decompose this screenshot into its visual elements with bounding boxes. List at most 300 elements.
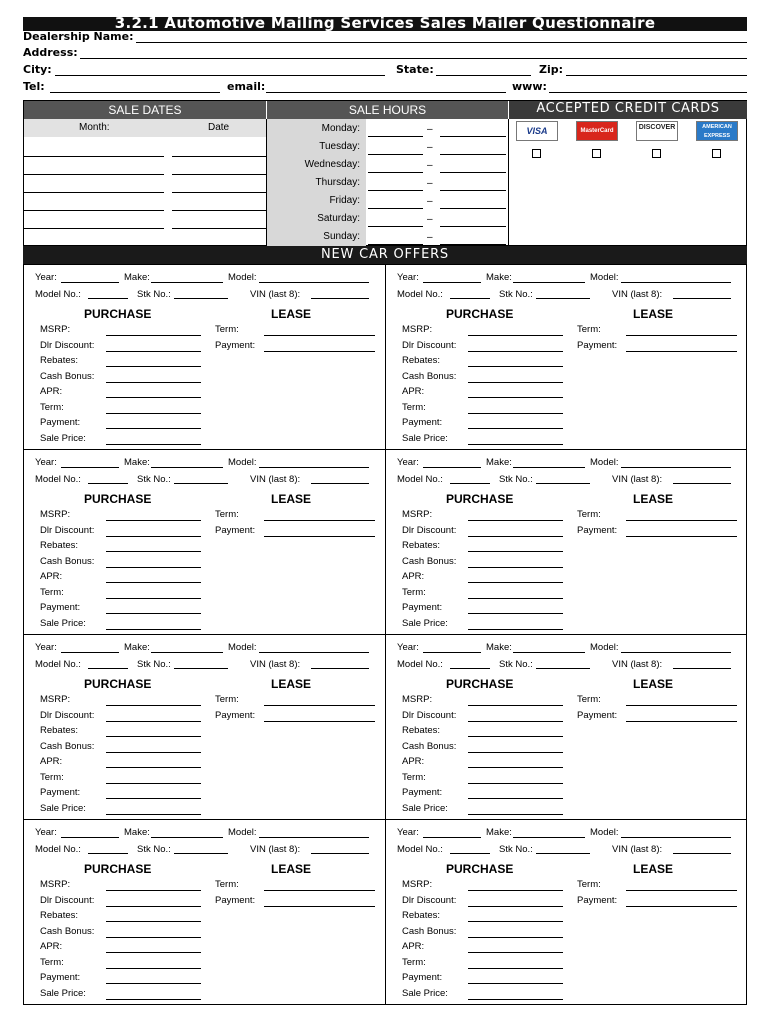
lease-term-label: Term: — [577, 509, 601, 520]
dlr-discount-label: Dlr Discount: — [40, 524, 95, 536]
state-label: State: — [396, 63, 434, 76]
close-time-line[interactable] — [440, 244, 506, 245]
www-label: www: — [512, 80, 547, 93]
term-label: Term: — [40, 771, 64, 783]
open-time-line[interactable] — [368, 226, 423, 227]
sale-price-field[interactable] — [106, 444, 201, 445]
year-label: Year: — [397, 827, 419, 838]
model-no-label: Model No.: — [397, 289, 443, 300]
hours-separator: – — [427, 160, 433, 171]
email-field[interactable] — [266, 92, 506, 93]
dlr-discount-field[interactable] — [106, 906, 201, 907]
purchase-heading: PURCHASE — [446, 492, 514, 506]
rebates-label: Rebates: — [402, 355, 441, 366]
day-friday: Friday: — [329, 195, 360, 206]
year-label: Year: — [397, 642, 419, 653]
month-line[interactable] — [24, 210, 164, 211]
discover-checkbox[interactable] — [652, 149, 661, 158]
apr-field[interactable] — [106, 767, 201, 768]
date-line[interactable] — [172, 228, 266, 229]
city-field[interactable] — [55, 75, 385, 76]
payment-label: Payment: — [402, 972, 443, 983]
payment-field[interactable] — [106, 428, 201, 429]
rebates-label: Rebates: — [40, 355, 79, 366]
hours-separator: – — [427, 142, 433, 153]
model-no-label: Model No.: — [35, 844, 81, 855]
sale-dates-heading: SALE DATES — [24, 101, 266, 119]
msrp-field[interactable] — [468, 705, 563, 706]
model-no-field[interactable] — [450, 668, 490, 669]
year-field[interactable] — [423, 652, 481, 653]
dlr-discount-label: Dlr Discount: — [402, 339, 457, 351]
msrp-label: MSRP: — [40, 694, 71, 705]
dlr-discount-label: Dlr Discount: — [402, 894, 457, 906]
year-label: Year: — [35, 827, 57, 838]
lease-heading: LEASE — [633, 862, 674, 876]
purchase-heading: PURCHASE — [84, 307, 152, 321]
cash-bonus-field[interactable] — [468, 382, 563, 383]
dlr-discount-label: Dlr Discount: — [402, 524, 457, 536]
lease-payment-field[interactable] — [626, 906, 737, 907]
rebates-label: Rebates: — [40, 540, 79, 551]
purchase-heading: PURCHASE — [446, 307, 514, 321]
sale-price-field[interactable] — [468, 629, 563, 630]
payment-label: Payment: — [402, 787, 443, 798]
visa-checkbox[interactable] — [532, 149, 541, 158]
model-field[interactable] — [259, 837, 369, 838]
lease-payment-field[interactable] — [626, 721, 737, 722]
apr-label: APR: — [402, 571, 425, 582]
zip-label: Zip: — [539, 63, 564, 76]
make-field[interactable] — [151, 282, 223, 283]
sale-price-label: Sale Price: — [40, 617, 86, 629]
offer-block — [24, 265, 386, 450]
hours-separator: – — [427, 196, 433, 207]
term-field[interactable] — [468, 598, 563, 599]
close-time-line[interactable] — [440, 208, 506, 209]
term-field[interactable] — [468, 968, 563, 969]
lease-term-field[interactable] — [264, 890, 375, 891]
date-line[interactable] — [172, 210, 266, 211]
lease-term-field[interactable] — [264, 705, 375, 706]
amex-checkbox[interactable] — [712, 149, 721, 158]
lease-payment-field[interactable] — [264, 351, 375, 352]
dlr-discount-label: Dlr Discount: — [40, 339, 95, 351]
cash-bonus-field[interactable] — [468, 752, 563, 753]
rebates-label: Rebates: — [402, 725, 441, 736]
hours-separator: – — [427, 232, 433, 243]
payment-field[interactable] — [468, 798, 563, 799]
lease-heading: LEASE — [271, 862, 312, 876]
apr-field[interactable] — [106, 952, 201, 953]
purchase-heading: PURCHASE — [84, 677, 152, 691]
stk-no-field[interactable] — [174, 298, 228, 299]
year-field[interactable] — [423, 467, 481, 468]
lease-heading: LEASE — [271, 307, 312, 321]
purchase-heading: PURCHASE — [84, 862, 152, 876]
model-no-label: Model No.: — [35, 474, 81, 485]
year-label: Year: — [35, 272, 57, 283]
lease-heading: LEASE — [633, 492, 674, 506]
purchase-heading: PURCHASE — [446, 862, 514, 876]
payment-field[interactable] — [106, 983, 201, 984]
cash-bonus-label: Cash Bonus: — [402, 370, 457, 382]
model-field[interactable] — [621, 652, 731, 653]
year-field[interactable] — [61, 467, 119, 468]
lease-term-field[interactable] — [626, 890, 737, 891]
rebates-field[interactable] — [106, 366, 201, 367]
make-field[interactable] — [513, 467, 585, 468]
close-time-line[interactable] — [440, 226, 506, 227]
vin-field[interactable] — [673, 483, 731, 484]
cash-bonus-label: Cash Bonus: — [402, 925, 457, 937]
vin-label: VIN (last 8): — [612, 659, 663, 670]
stk-no-field[interactable] — [536, 853, 590, 854]
month-line[interactable] — [24, 192, 164, 193]
msrp-field[interactable] — [468, 890, 563, 891]
day-saturday: Saturday: — [317, 213, 360, 224]
lease-payment-field[interactable] — [626, 351, 737, 352]
lease-payment-field[interactable] — [626, 536, 737, 537]
lease-term-field[interactable] — [626, 335, 737, 336]
close-time-line[interactable] — [440, 190, 506, 191]
offer-block — [24, 820, 386, 1005]
cash-bonus-field[interactable] — [106, 382, 201, 383]
apr-field[interactable] — [468, 952, 563, 953]
lease-term-field[interactable] — [264, 335, 375, 336]
msrp-label: MSRP: — [402, 694, 433, 705]
cash-bonus-field[interactable] — [468, 567, 563, 568]
term-field[interactable] — [468, 783, 563, 784]
tel-field[interactable] — [50, 92, 220, 93]
email-label: email: — [227, 80, 266, 93]
date-line[interactable] — [172, 174, 266, 175]
rebates-field[interactable] — [106, 921, 201, 922]
sale-price-field[interactable] — [468, 814, 563, 815]
model-no-label: Model No.: — [397, 844, 443, 855]
lease-term-field[interactable] — [626, 705, 737, 706]
offer-block — [24, 635, 386, 820]
model-no-label: Model No.: — [35, 289, 81, 300]
make-label: Make: — [124, 457, 150, 468]
msrp-label: MSRP: — [402, 324, 433, 335]
date-label: Date — [208, 122, 230, 133]
lease-payment-field[interactable] — [264, 721, 375, 722]
cash-bonus-field[interactable] — [106, 567, 201, 568]
lease-term-label: Term: — [577, 879, 601, 890]
open-time-line[interactable] — [368, 190, 423, 191]
stk-no-field[interactable] — [174, 668, 228, 669]
dlr-discount-field[interactable] — [106, 721, 201, 722]
model-label: Model: — [228, 457, 257, 468]
payment-field[interactable] — [468, 428, 563, 429]
address-field[interactable] — [80, 58, 747, 59]
sale-price-field[interactable] — [106, 814, 201, 815]
open-time-line[interactable] — [368, 244, 423, 245]
vin-field[interactable] — [673, 298, 731, 299]
model-no-field[interactable] — [88, 483, 128, 484]
term-label: Term: — [402, 771, 426, 783]
make-field[interactable] — [513, 652, 585, 653]
year-field[interactable] — [423, 837, 481, 838]
make-field[interactable] — [513, 282, 585, 283]
msrp-field[interactable] — [468, 520, 563, 521]
term-label: Term: — [402, 401, 426, 413]
apr-field[interactable] — [468, 397, 563, 398]
msrp-label: MSRP: — [40, 509, 71, 520]
lease-term-field[interactable] — [626, 520, 737, 521]
hours-separator: – — [427, 178, 433, 189]
lease-term-label: Term: — [215, 509, 239, 520]
cash-bonus-field[interactable] — [106, 937, 201, 938]
vin-label: VIN (last 8): — [250, 844, 301, 855]
state-field[interactable] — [436, 75, 531, 76]
msrp-field[interactable] — [106, 520, 201, 521]
model-no-field[interactable] — [450, 483, 490, 484]
mastercard-checkbox[interactable] — [592, 149, 601, 158]
dealership-label: Dealership Name: — [23, 30, 134, 43]
payment-label: Payment: — [40, 787, 81, 798]
address-label: Address: — [23, 46, 78, 59]
stk-no-field[interactable] — [536, 483, 590, 484]
make-field[interactable] — [151, 652, 223, 653]
apr-label: APR: — [40, 571, 63, 582]
apr-field[interactable] — [106, 397, 201, 398]
rebates-label: Rebates: — [40, 910, 79, 921]
model-field[interactable] — [621, 837, 731, 838]
model-field[interactable] — [621, 282, 731, 283]
term-field[interactable] — [106, 598, 201, 599]
vin-label: VIN (last 8): — [250, 474, 301, 485]
model-field[interactable] — [259, 467, 369, 468]
stk-no-field[interactable] — [536, 298, 590, 299]
stk-no-label: Stk No.: — [499, 289, 533, 300]
lease-payment-label: Payment: — [577, 709, 618, 721]
dlr-discount-field[interactable] — [468, 351, 563, 352]
date-line[interactable] — [172, 156, 266, 157]
cash-bonus-field[interactable] — [106, 752, 201, 753]
vin-field[interactable] — [311, 298, 369, 299]
offers-grid — [23, 264, 747, 1005]
day-sunday: Sunday: — [323, 231, 360, 242]
lease-payment-label: Payment: — [577, 339, 618, 351]
model-field[interactable] — [259, 652, 369, 653]
make-field[interactable] — [513, 837, 585, 838]
vin-field[interactable] — [311, 668, 369, 669]
amex-card-icon: AMERICAN EXPRESS — [696, 121, 738, 141]
model-label: Model: — [228, 272, 257, 283]
sale-price-label: Sale Price: — [402, 432, 448, 444]
dlr-discount-field[interactable] — [106, 351, 201, 352]
term-label: Term: — [40, 401, 64, 413]
sale-price-label: Sale Price: — [40, 432, 86, 444]
model-label: Model: — [590, 457, 619, 468]
make-label: Make: — [124, 642, 150, 653]
model-no-label: Model No.: — [35, 659, 81, 670]
model-no-field[interactable] — [88, 668, 128, 669]
term-label: Term: — [402, 956, 426, 968]
cash-bonus-label: Cash Bonus: — [40, 925, 95, 937]
close-time-line[interactable] — [440, 136, 506, 137]
msrp-label: MSRP: — [402, 509, 433, 520]
model-no-field[interactable] — [450, 298, 490, 299]
make-label: Make: — [124, 272, 150, 283]
dealership-field[interactable] — [136, 42, 747, 43]
model-field[interactable] — [621, 467, 731, 468]
rebates-field[interactable] — [106, 551, 201, 552]
zip-field[interactable] — [566, 75, 747, 76]
lease-payment-label: Payment: — [215, 339, 256, 351]
make-field[interactable] — [151, 467, 223, 468]
lease-heading: LEASE — [271, 677, 312, 691]
msrp-field[interactable] — [106, 890, 201, 891]
stk-no-label: Stk No.: — [499, 844, 533, 855]
offer-block — [386, 450, 748, 635]
lease-term-label: Term: — [215, 324, 239, 335]
payment-label: Payment: — [40, 972, 81, 983]
www-field[interactable] — [549, 92, 747, 93]
rebates-label: Rebates: — [402, 540, 441, 551]
month-line[interactable] — [24, 228, 164, 229]
discover-card-icon: DISCOVER — [636, 121, 678, 141]
model-label: Model: — [228, 827, 257, 838]
rebates-field[interactable] — [468, 736, 563, 737]
page-title: 3.2.1 Automotive Mailing Services Sales Mailer Questionnaire — [114, 14, 656, 32]
month-line[interactable] — [24, 156, 164, 157]
dlr-discount-field[interactable] — [468, 721, 563, 722]
model-no-field[interactable] — [88, 298, 128, 299]
payment-field[interactable] — [468, 613, 563, 614]
lease-heading: LEASE — [633, 677, 674, 691]
vin-field[interactable] — [311, 853, 369, 854]
payment-field[interactable] — [106, 798, 201, 799]
open-time-line[interactable] — [368, 208, 423, 209]
credit-cards-heading: ACCEPTED CREDIT CARDS — [508, 101, 747, 119]
rebates-field[interactable] — [468, 366, 563, 367]
sale-price-field[interactable] — [468, 999, 563, 1000]
sale-price-field[interactable] — [106, 999, 201, 1000]
lease-payment-label: Payment: — [215, 524, 256, 536]
term-field[interactable] — [468, 413, 563, 414]
year-field[interactable] — [61, 837, 119, 838]
sale-hours-heading: SALE HOURS — [266, 101, 508, 119]
vin-label: VIN (last 8): — [612, 289, 663, 300]
stk-no-label: Stk No.: — [137, 659, 171, 670]
stk-no-field[interactable] — [174, 853, 228, 854]
payment-field[interactable] — [468, 983, 563, 984]
month-label: Month: — [79, 122, 110, 133]
sale-price-field[interactable] — [468, 444, 563, 445]
year-field[interactable] — [423, 282, 481, 283]
year-label: Year: — [397, 272, 419, 283]
vin-label: VIN (last 8): — [250, 659, 301, 670]
divider — [508, 119, 509, 247]
model-label: Model: — [590, 827, 619, 838]
cash-bonus-label: Cash Bonus: — [402, 740, 457, 752]
msrp-field[interactable] — [106, 335, 201, 336]
dlr-discount-field[interactable] — [106, 536, 201, 537]
apr-field[interactable] — [468, 767, 563, 768]
lease-payment-field[interactable] — [264, 536, 375, 537]
model-field[interactable] — [259, 282, 369, 283]
term-field[interactable] — [106, 413, 201, 414]
msrp-label: MSRP: — [40, 879, 71, 890]
date-line[interactable] — [172, 192, 266, 193]
term-field[interactable] — [106, 783, 201, 784]
vin-label: VIN (last 8): — [612, 474, 663, 485]
hours-separator: – — [427, 214, 433, 225]
dlr-discount-field[interactable] — [468, 906, 563, 907]
purchase-heading: PURCHASE — [446, 677, 514, 691]
apr-field[interactable] — [106, 582, 201, 583]
rebates-field[interactable] — [468, 551, 563, 552]
term-field[interactable] — [106, 968, 201, 969]
vin-field[interactable] — [673, 853, 731, 854]
cash-bonus-label: Cash Bonus: — [402, 555, 457, 567]
cash-bonus-label: Cash Bonus: — [40, 555, 95, 567]
model-label: Model: — [228, 642, 257, 653]
close-time-line[interactable] — [440, 154, 506, 155]
city-label: City: — [23, 63, 52, 76]
rebates-field[interactable] — [468, 921, 563, 922]
stk-no-field[interactable] — [536, 668, 590, 669]
lease-payment-label: Payment: — [577, 894, 618, 906]
msrp-field[interactable] — [106, 705, 201, 706]
lease-payment-field[interactable] — [264, 906, 375, 907]
msrp-field[interactable] — [468, 335, 563, 336]
make-field[interactable] — [151, 837, 223, 838]
vin-field[interactable] — [673, 668, 731, 669]
vin-field[interactable] — [311, 483, 369, 484]
open-time-line[interactable] — [368, 172, 423, 173]
rebates-field[interactable] — [106, 736, 201, 737]
year-field[interactable] — [61, 282, 119, 283]
model-no-field[interactable] — [88, 853, 128, 854]
sale-info-grid — [23, 100, 747, 246]
sale-price-field[interactable] — [106, 629, 201, 630]
visa-card-icon: VISA — [516, 121, 558, 141]
make-label: Make: — [486, 272, 512, 283]
model-no-label: Model No.: — [397, 474, 443, 485]
model-no-field[interactable] — [450, 853, 490, 854]
cash-bonus-field[interactable] — [468, 937, 563, 938]
close-time-line[interactable] — [440, 172, 506, 173]
offer-block — [386, 820, 748, 1005]
sale-price-label: Sale Price: — [40, 802, 86, 814]
model-label: Model: — [590, 642, 619, 653]
tel-label: Tel: — [23, 80, 45, 93]
month-line[interactable] — [24, 174, 164, 175]
stk-no-field[interactable] — [174, 483, 228, 484]
payment-field[interactable] — [106, 613, 201, 614]
lease-term-label: Term: — [577, 694, 601, 705]
year-field[interactable] — [61, 652, 119, 653]
offer-block — [386, 265, 748, 450]
payment-label: Payment: — [402, 417, 443, 428]
lease-payment-label: Payment: — [577, 524, 618, 536]
lease-payment-label: Payment: — [215, 894, 256, 906]
apr-field[interactable] — [468, 582, 563, 583]
open-time-line[interactable] — [368, 154, 423, 155]
dlr-discount-field[interactable] — [468, 536, 563, 537]
year-label: Year: — [35, 457, 57, 468]
term-label: Term: — [40, 956, 64, 968]
lease-term-field[interactable] — [264, 520, 375, 521]
sale-price-label: Sale Price: — [402, 617, 448, 629]
open-time-line[interactable] — [368, 136, 423, 137]
make-label: Make: — [486, 827, 512, 838]
mastercard-card-icon: MasterCard — [576, 121, 618, 141]
